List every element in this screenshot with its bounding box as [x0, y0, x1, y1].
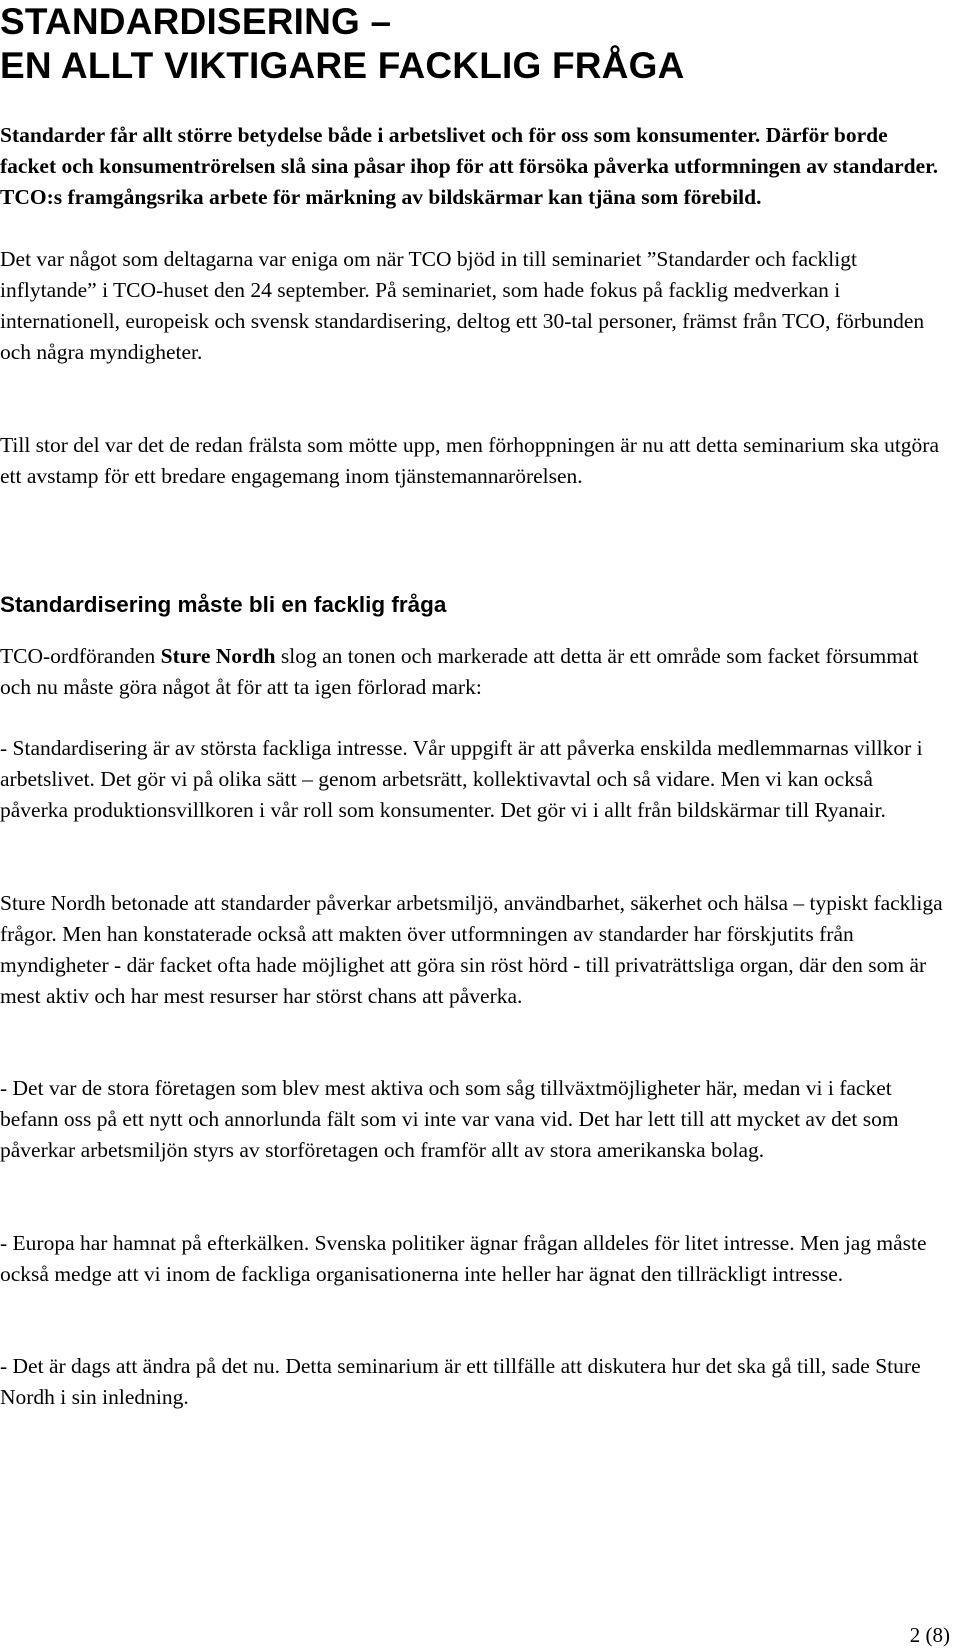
paragraph-1: Det var något som deltagarna var eniga om när TCO bjöd in till seminariet ”Standarder och fackligt inflytande” i TCO-huset den 24 september. På seminariet, som hade fokus på facklig medverkan i internationell, europeisk och svensk standardisering, deltog ett 30-tal personer, främst från TCO, förbunden och några myndigheter. [0, 247, 925, 364]
paragraph-2: Till stor del var det de redan frälsta som mötte upp, men förhoppningen är nu att detta seminarium ska utgöra ett avstamp för ett bredare engagemang inom tjänstemannarörelsen. [0, 433, 940, 488]
person-name: Sture Nordh [160, 644, 276, 668]
paragraph-4: - Standardisering är av största fackliga intresse. Vår uppgift är att påverka enskilda medlemmarnas villkor i arbetslivet. Det gör vi på olika sätt – genom arbetsrätt, kollektivavtal och så vidare. Men vi kan också påverka produktionsvillkoren i vår roll som konsumenter. Det gör vi i allt från bildskärmar till Ryanair. [0, 736, 923, 822]
title-line-1: STANDARDISERING – [0, 1, 392, 42]
section-heading: Standardisering måste bli en facklig fråga [0, 592, 447, 617]
paragraph-3-rest: slog an tonen och markerade att detta är ett område som facket försummat och nu måste göra något åt för att ta igen förlorad mark: [0, 644, 919, 699]
paragraph-6: - Det var de stora företagen som blev mest aktiva och som såg tillväxtmöjligheter här, medan vi i facket befann oss på ett nytt och annorlunda fält som vi inte var vana vid. Det har lett till att mycket av det som påverkar arbetsmiljön styrs av storföretagen och framför allt av stora amerikanska bolag. [0, 1076, 899, 1162]
paragraph-5: Sture Nordh betonade att standarder påverkar arbetsmiljö, användbarhet, säkerhet och hälsa – typiskt fackliga frågor. Men han konstaterade också att makten över utformningen av standarder har förskjutits från myndigheter - där facket ofta hade möjlighet att göra sin röst hörd - till privaträttsliga organ, där den som är mest aktiv och har mest resurser har störst chans att påverka. [0, 891, 943, 1008]
paragraph-3-intro: TCO-ordföranden [0, 644, 161, 668]
document-title [0, 0, 685, 88]
page-number: 2 (8) [909, 1623, 950, 1647]
paragraph-8: - Det är dags att ändra på det nu. Detta seminarium är ett tillfälle att diskutera hur det ska gå till, sade Sture Nordh i sin inledning. [0, 1354, 921, 1409]
paragraph-7: - Europa har hamnat på efterkälken. Svenska politiker ägnar frågan alldeles för litet intresse. Men jag måste också medge att vi inom de fackliga organisationerna inte heller har ägnat den tillräckligt intresse. [0, 1231, 927, 1286]
title-line-2: EN ALLT VIKTIGARE FACKLIG FRÅGA [0, 45, 685, 86]
paragraph-3 [0, 641, 945, 703]
lead-paragraph: Standarder får allt större betydelse både i arbetslivet och för oss som konsumenter. Därför borde facket och konsumentrörelsen slå sina påsar ihop för att försöka påverka utformningen av standarder. TCO:s framgångsrika arbete för märkning av bildskärmar kan tjäna som förebild. [0, 123, 939, 209]
